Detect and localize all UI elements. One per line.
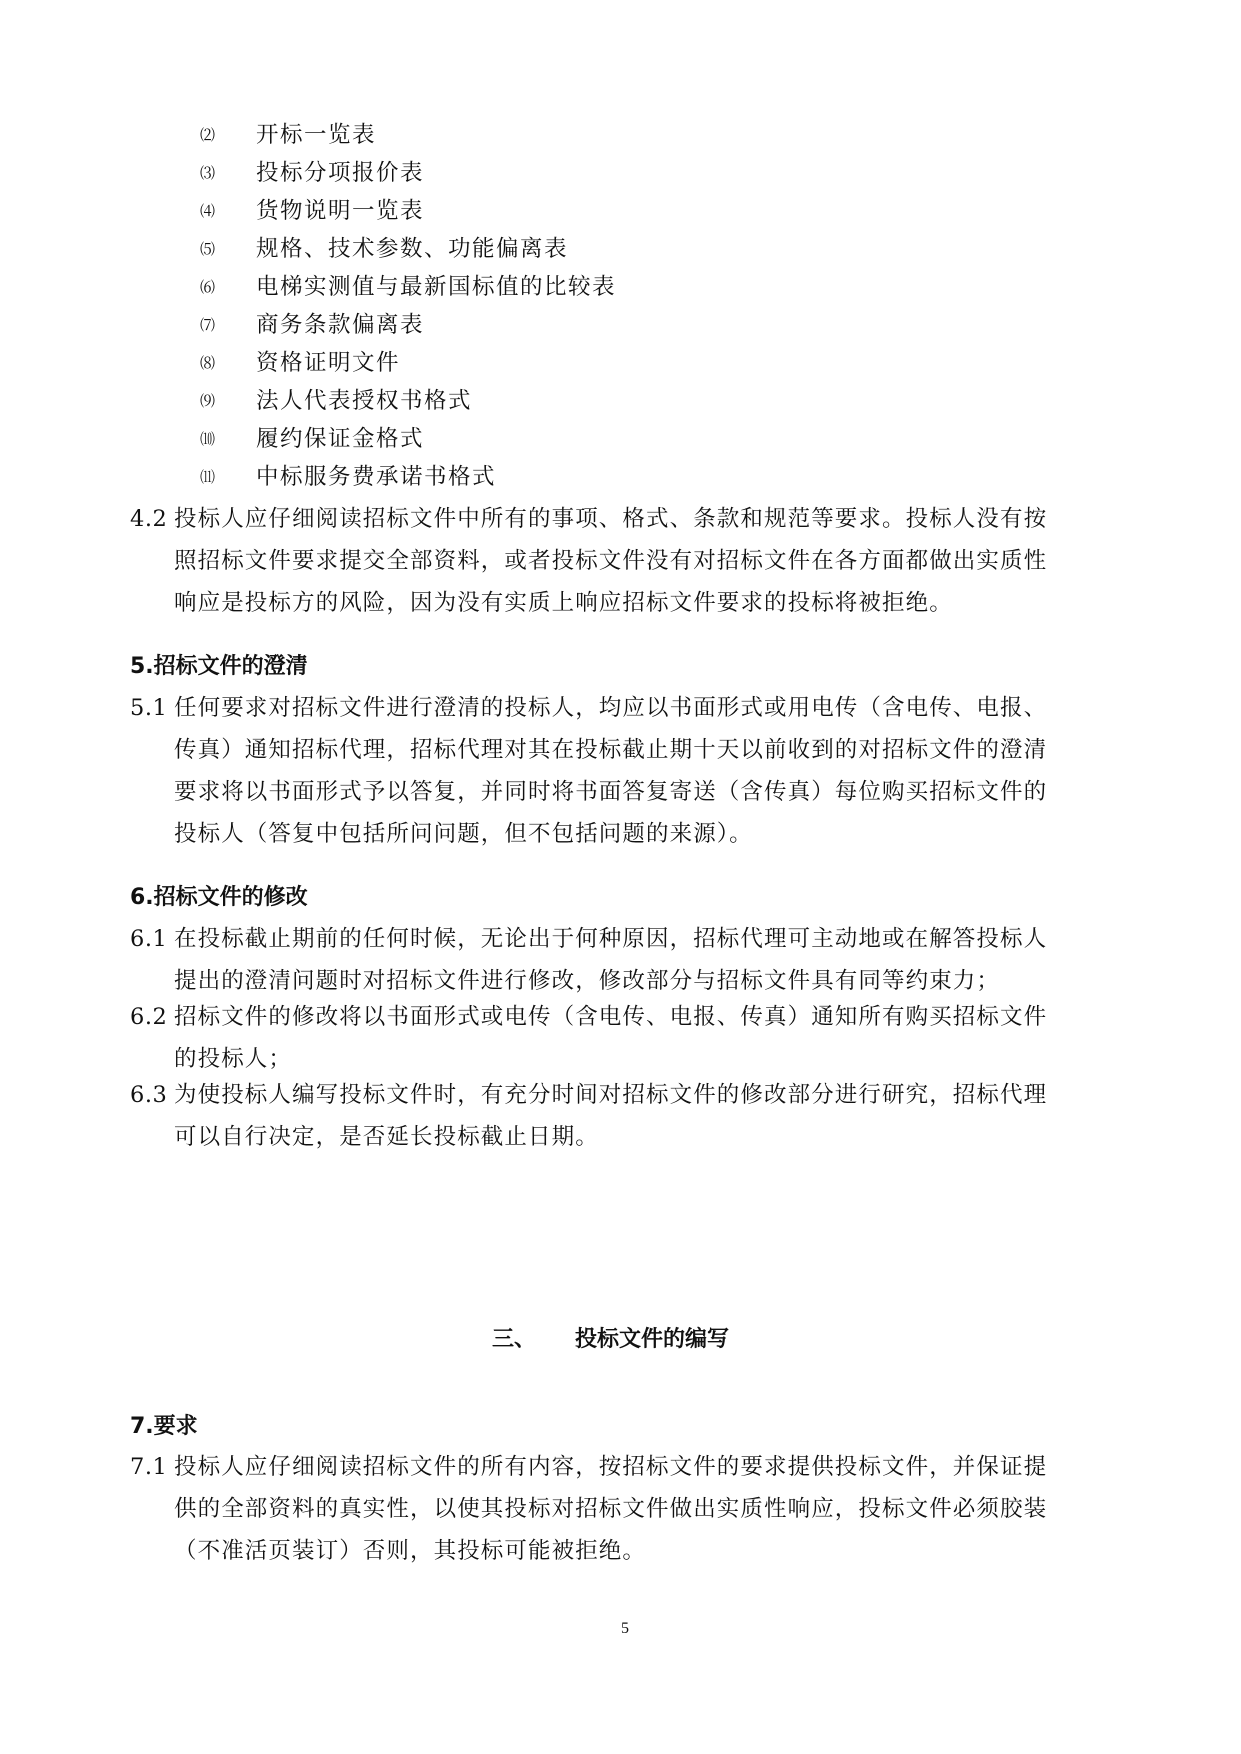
section-heading-7: 7.要求 bbox=[130, 1414, 198, 1439]
list-number: ⑻ bbox=[200, 354, 215, 372]
paragraph-line: 任何要求对招标文件进行澄清的投标人，均应以书面形式或用电传（含电传、电报、 bbox=[174, 695, 1048, 721]
list-number: ⑶ bbox=[200, 164, 215, 182]
paragraph-line: 照招标文件要求提交全部资料，或者投标文件没有对招标文件在各方面都做出实质性 bbox=[174, 548, 1048, 574]
paragraph-number: 6.1 bbox=[130, 926, 168, 952]
chapter-title: 投标文件的编写 bbox=[575, 1327, 730, 1352]
paragraph-line: 为使投标人编写投标文件时，有充分时间对招标文件的修改部分进行研究，招标代理 bbox=[174, 1082, 1048, 1108]
list-text: 资格证明文件 bbox=[256, 350, 401, 376]
page-number: 5 bbox=[621, 1620, 629, 1637]
paragraph-line: 投标人应仔细阅读招标文件的所有内容，按招标文件的要求提供投标文件，并保证提 bbox=[174, 1454, 1048, 1480]
paragraph-line: 要求将以书面形式予以答复，并同时将书面答复寄送（含传真）每位购买招标文件的 bbox=[174, 779, 1048, 805]
paragraph-number: 6.3 bbox=[130, 1082, 168, 1108]
paragraph-4-2 bbox=[130, 498, 1110, 628]
list-number: ⑷ bbox=[200, 202, 215, 220]
section-heading-5: 5.招标文件的澄清 bbox=[130, 654, 308, 679]
paragraph-number: 4.2 bbox=[130, 506, 168, 532]
list-number: ⑽ bbox=[200, 430, 215, 448]
list-text: 履约保证金格式 bbox=[256, 426, 425, 452]
list-text: 规格、技术参数、功能偏离表 bbox=[256, 236, 569, 262]
list-number: ⑺ bbox=[200, 316, 215, 334]
paragraph-line: 的投标人； bbox=[174, 1046, 293, 1072]
paragraph-6-1 bbox=[130, 918, 1110, 1004]
paragraph-line: 投标人（答复中包括所问问题，但不包括问题的来源）。 bbox=[174, 821, 753, 847]
list-number: ⑾ bbox=[200, 468, 215, 486]
list-text: 中标服务费承诺书格式 bbox=[256, 464, 497, 490]
list-number: ⑼ bbox=[200, 392, 215, 410]
paragraph-line: 投标人应仔细阅读招标文件中所有的事项、格式、条款和规范等要求。投标人没有按 bbox=[174, 506, 1048, 532]
paragraph-line: 提出的澄清问题时对招标文件进行修改，修改部分与招标文件具有同等约束力； bbox=[174, 968, 1001, 994]
list-number: ⑸ bbox=[200, 240, 215, 258]
list-text: 法人代表授权书格式 bbox=[256, 388, 473, 414]
paragraph-line: 响应是投标方的风险，因为没有实质上响应招标文件要求的投标将被拒绝。 bbox=[174, 590, 953, 616]
paragraph-line: （不准活页装订）否则，其投标可能被拒绝。 bbox=[174, 1538, 647, 1564]
paragraph-line: 可以自行决定，是否延长投标截止日期。 bbox=[174, 1124, 599, 1150]
list-text: 商务条款偏离表 bbox=[256, 312, 425, 338]
paragraph-5-1 bbox=[130, 687, 1110, 857]
paragraph-6-2 bbox=[130, 996, 1110, 1082]
paragraph-number: 7.1 bbox=[130, 1454, 168, 1480]
section-heading-6: 6.招标文件的修改 bbox=[130, 885, 308, 910]
chapter-number: 三、 bbox=[492, 1327, 537, 1352]
paragraph-line: 招标文件的修改将以书面形式或电传（含电传、电报、传真）通知所有购买招标文件 bbox=[174, 1004, 1048, 1030]
paragraph-number: 6.2 bbox=[130, 1004, 168, 1030]
paragraph-line: 在投标截止期前的任何时候，无论出于何种原因，招标代理可主动地或在解答投标人 bbox=[174, 926, 1048, 952]
paragraph-line: 供的全部资料的真实性，以使其投标对招标文件做出实质性响应，投标文件必须胶装 bbox=[174, 1496, 1048, 1522]
list-number: ⑵ bbox=[200, 126, 215, 144]
paragraph-line: 传真）通知招标代理，招标代理对其在投标截止期十天以前收到的对招标文件的澄清 bbox=[174, 737, 1048, 763]
list-text: 货物说明一览表 bbox=[256, 198, 425, 224]
paragraph-7-1 bbox=[130, 1446, 1110, 1576]
list-text: 开标一览表 bbox=[256, 122, 377, 148]
list-number: ⑹ bbox=[200, 278, 215, 296]
paragraph-6-3 bbox=[130, 1074, 1110, 1160]
list-text: 投标分项报价表 bbox=[256, 160, 425, 186]
paragraph-number: 5.1 bbox=[130, 695, 168, 721]
list-text: 电梯实测值与最新国标值的比较表 bbox=[256, 274, 617, 300]
